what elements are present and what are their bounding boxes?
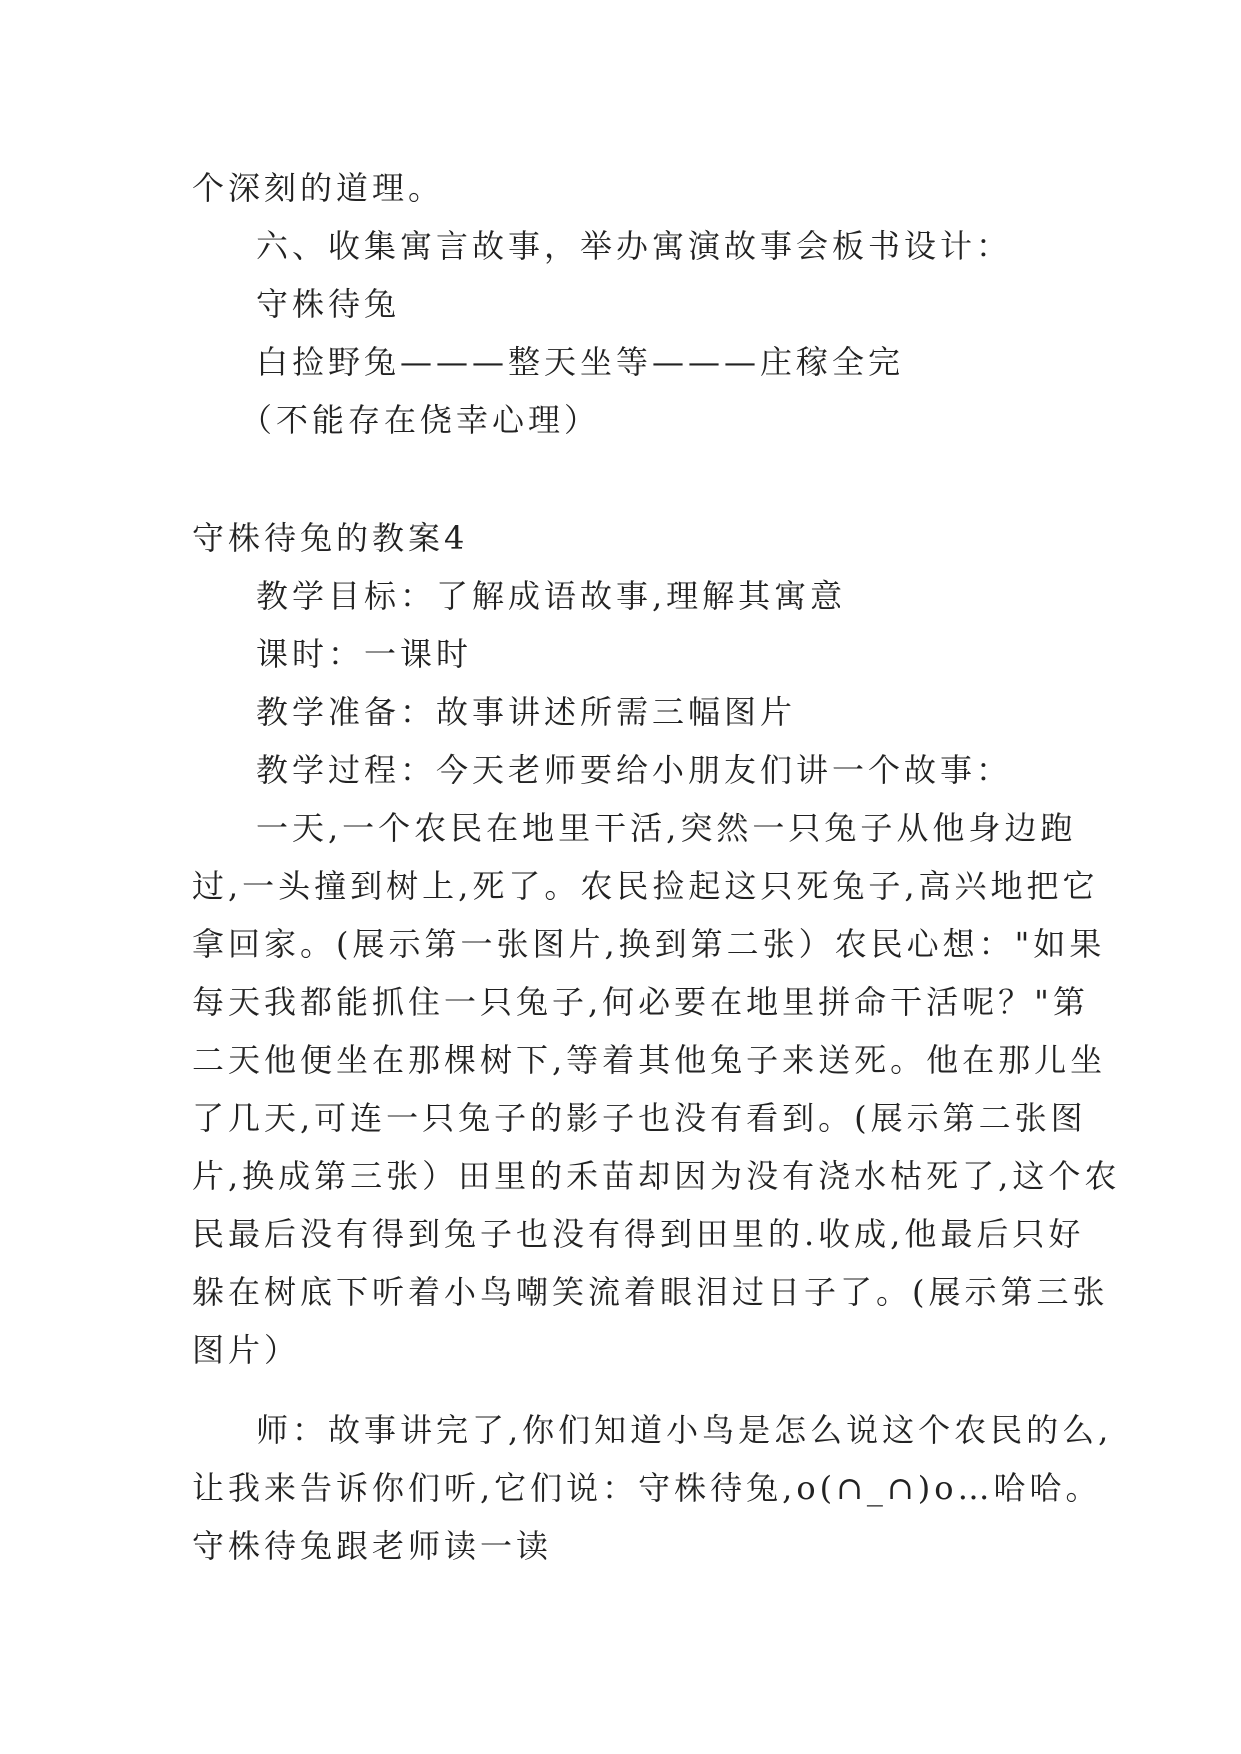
paragraph-line: 躲在树底下听着小鸟嘲笑流着眼泪过日子了。(展示第三张	[192, 1273, 1109, 1311]
paragraph-line: 守株待兔跟老师读一读	[192, 1527, 553, 1565]
paragraph-line: 片,换成第三张）田里的禾苗却因为没有浇水枯死了,这个农	[192, 1157, 1121, 1195]
board-line: （不能存在侥幸心理）	[240, 401, 601, 439]
paragraph-line: 让我来告诉你们听,它们说：守株待兔,o(∩_∩)o…哈哈。	[192, 1469, 1102, 1507]
paragraph-line: 二天他便坐在那棵树下,等着其他兔子来送死。他在那儿坐	[192, 1041, 1107, 1079]
paragraph-line: 六、收集寓言故事，举办寓演故事会板书设计：	[256, 227, 1013, 265]
board-title: 守株待兔	[256, 285, 401, 323]
paragraph-line: 每天我都能抓住一只兔子,何必要在地里拼命干活呢？"第	[192, 983, 1089, 1021]
paragraph-line: 过,一头撞到树上,死了。农民捡起这只死兔子,高兴地把它	[192, 867, 1099, 905]
paragraph-line: 教学过程：今天老师要给小朋友们讲一个故事：	[256, 751, 1013, 789]
paragraph-line: 拿回家。(展示第一张图片,换到第二张）农民心想："如果	[192, 925, 1106, 963]
paragraph-line: 教学准备：故事讲述所需三幅图片	[256, 693, 797, 731]
section-heading: 守株待兔的教案4	[192, 519, 469, 557]
paragraph-line: 一天,一个农民在地里干活,突然一只兔子从他身边跑	[256, 809, 1077, 847]
paragraph-line: 个深刻的道理。	[192, 169, 445, 207]
paragraph-line: 了几天,可连一只兔子的影子也没有看到。(展示第二张图	[192, 1099, 1087, 1137]
paragraph-line: 师：故事讲完了,你们知道小鸟是怎么说这个农民的么,	[256, 1411, 1113, 1449]
paragraph-line: 教学目标：了解成语故事,理解其寓意	[256, 577, 847, 615]
paragraph-line: 民最后没有得到兔子也没有得到田里的.收成,他最后只好	[192, 1215, 1085, 1253]
board-line: 白捡野兔———整天坐等———庄稼全完	[256, 343, 905, 381]
paragraph-line: 课时：一课时	[256, 635, 473, 673]
paragraph-line: 图片）	[192, 1331, 301, 1369]
